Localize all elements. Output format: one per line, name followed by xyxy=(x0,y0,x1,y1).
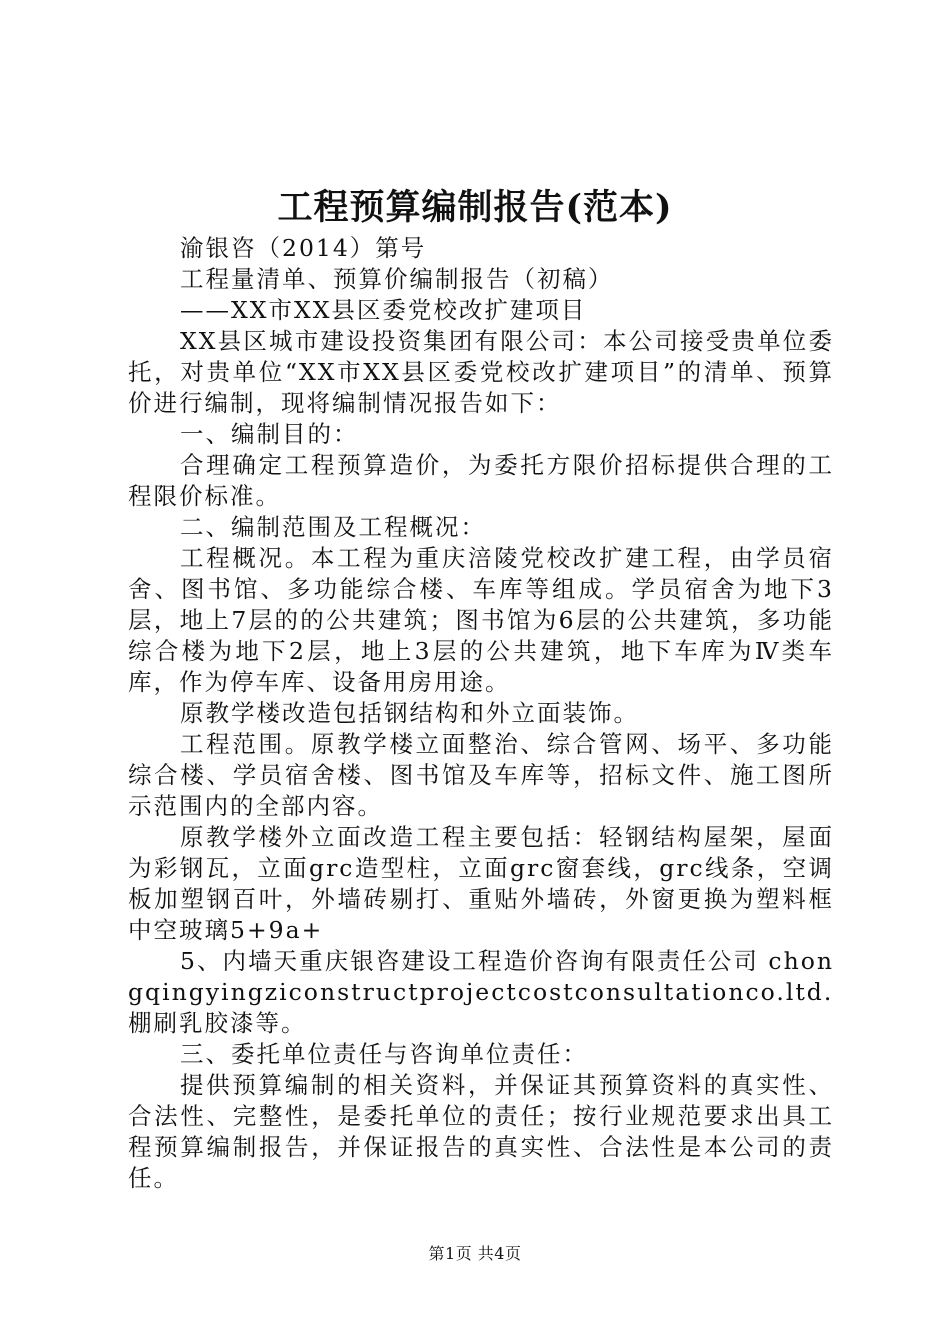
responsibility-paragraph: 提供预算编制的相关资料，并保证其预算资料的真实性、合法性、完整性，是委托单位的责任；按行业规范要求出具工程预算编制报告，并保证报告的真实性、合法性是本公司的责任。 xyxy=(128,1071,834,1192)
project-name: ——XX市XX县区委党校改扩建项目 xyxy=(180,296,587,324)
section-heading-scope: 二、编制范围及工程概况： xyxy=(180,513,486,541)
report-subtitle: 工程量清单、预算价编制报告（初稿） xyxy=(180,265,614,293)
section-heading-responsibility: 三、委托单位责任与咨询单位责任： xyxy=(180,1040,588,1068)
document-title: 工程预算编制报告(范本) xyxy=(277,187,673,228)
scope-paragraph: 工程范围。原教学楼立面整治、综合管网、场平、多功能综合楼、学员宿舍楼、图书馆及车库等，招标文件、施工图所示范围内的全部内容。 xyxy=(128,730,834,820)
overview-paragraph: 工程概况。本工程为重庆涪陵党校改扩建工程，由学员宿舍、图书馆、多功能综合楼、车库等组成。学员宿舍为地下3层，地上7层的的公共建筑；图书馆为6层的公共建筑，多功能综合楼为地下2层，地上3层的公共建筑，地下车库为Ⅳ类车库，作为停车库、设备用房用途。 xyxy=(128,544,834,696)
intro-paragraph: XX县区城市建设投资集团有限公司：本公司接受贵单位委托，对贵单位“XX市XX县区委党校改扩建项目”的清单、预算价进行编制，现将编制情况报告如下： xyxy=(128,327,834,417)
document-body xyxy=(128,233,834,1194)
interior-paragraph: 5、内墙天重庆银咨建设工程造价咨询有限责任公司 chongqingyingziconstructprojectcostconsultationco.ltd. 棚刷乳胶漆等。 xyxy=(128,947,834,1037)
document-number: 渝银咨（2014）第号 xyxy=(180,234,427,262)
facade-paragraph: 原教学楼外立面改造工程主要包括：轻钢结构屋架，屋面为彩钢瓦，立面grc造型柱，立面grc窗套线，grc线条，空调板加塑钢百叶，外墙砖剔打、重贴外墙砖，外窗更换为塑料框中空玻璃5+9a+ xyxy=(128,823,834,944)
section-heading-purpose: 一、编制目的： xyxy=(180,420,359,448)
page-footer: 第1页 共4页 xyxy=(428,1244,522,1263)
renovation-paragraph: 原教学楼改造包括钢结构和外立面装饰。 xyxy=(180,699,639,727)
purpose-paragraph: 合理确定工程预算造价，为委托方限价招标提供合理的工程限价标准。 xyxy=(128,451,834,510)
